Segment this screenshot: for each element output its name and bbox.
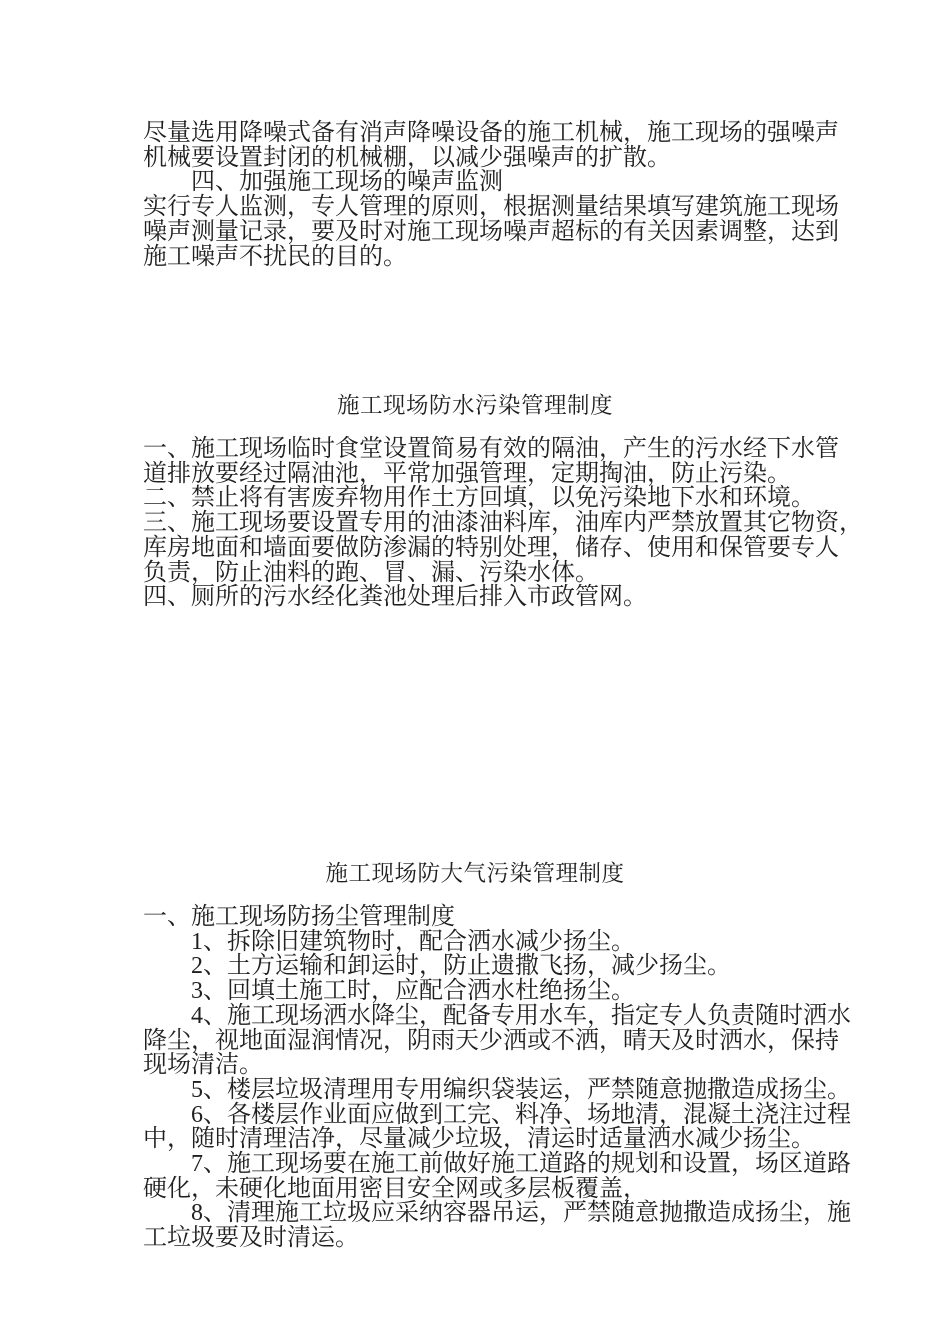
water-pollution-section-title: 施工现场防水污染管理制度 <box>336 393 613 418</box>
text-line: 3、回填土施工时，应配合洒水杜绝扬尘。 <box>143 978 635 1005</box>
text-line: 四、厕所的污水经化粪池处理后排入市政管网。 <box>143 584 647 611</box>
text-line: 实行专人监测，专人管理的原则，根据测量结果填写建筑施工现场 <box>143 194 839 221</box>
noise-monitoring-paragraph <box>143 121 863 269</box>
text-line: 降尘，视地面湿润情况，阴雨天少洒或不洒，晴天及时洒水，保持 <box>143 1027 839 1054</box>
text-line: 一、施工现场防扬尘管理制度 <box>143 904 455 930</box>
text-line: 施工噪声不扰民的目的。 <box>143 243 407 270</box>
water-pollution-paragraph <box>143 437 863 610</box>
text-line: 6、各楼层作业面应做到工完、料净、场地清，混凝土浇注过程 <box>143 1101 851 1128</box>
text-line: 噪声测量记录，要及时对施工现场噪声超标的有关因素调整，达到 <box>143 218 839 245</box>
text-line: 硬化，未硬化地面用密目安全网或多层板覆盖， <box>143 1175 647 1202</box>
text-line: 三、施工现场要设置专用的油漆油料库，油库内严禁放置其它物资， <box>143 510 863 537</box>
text-line: 4、施工现场洒水降尘，配备专用水车，指定专人负责随时洒水 <box>143 1002 851 1029</box>
text-line: 库房地面和墙面要做防渗漏的特别处理，储存、使用和保管要专人 <box>143 534 839 561</box>
text-line: 8、清理施工垃圾应采纳容器吊运，严禁随意抛撒造成扬尘，施 <box>143 1200 851 1227</box>
text-line: 四、加强施工现场的噪声监测 <box>143 169 503 196</box>
text-line: 2、土方运输和卸运时，防止遗撒飞扬，减少扬尘。 <box>143 953 731 980</box>
text-line: 工垃圾要及时清运。 <box>143 1225 359 1252</box>
text-line: 现场清洁。 <box>143 1052 263 1079</box>
text-line: 尽量选用降噪式备有消声降噪设备的施工机械，施工现场的强噪声 <box>143 120 839 146</box>
text-line: 5、楼层垃圾清理用专用编织袋装运，严禁随意抛撒造成扬尘。 <box>143 1076 851 1103</box>
text-line: 道排放要经过隔油池，平常加强管理，定期掏油，防止污染。 <box>143 460 791 487</box>
text-line: 二、禁止将有害废弃物用作土方回填，以免污染地下水和环境。 <box>143 485 815 512</box>
air-pollution-section-title: 施工现场防大气污染管理制度 <box>325 861 625 886</box>
text-line: 7、施工现场要在施工前做好施工道路的规划和设置，场区道路 <box>143 1151 851 1178</box>
text-line: 一、施工现场临时食堂设置简易有效的隔油，产生的污水经下水管 <box>143 436 839 462</box>
air-pollution-paragraph <box>143 905 863 1251</box>
text-line: 机械要设置封闭的机械棚，以减少强噪声的扩散。 <box>143 144 671 171</box>
text-line: 1、拆除旧建筑物时，配合洒水减少扬尘。 <box>143 928 635 955</box>
text-line: 负责，防止油料的跑、冒、漏、污染水体。 <box>143 559 599 586</box>
text-line: 中，随时清理洁净，尽量减少垃圾，清运时适量洒水减少扬尘。 <box>143 1126 815 1153</box>
